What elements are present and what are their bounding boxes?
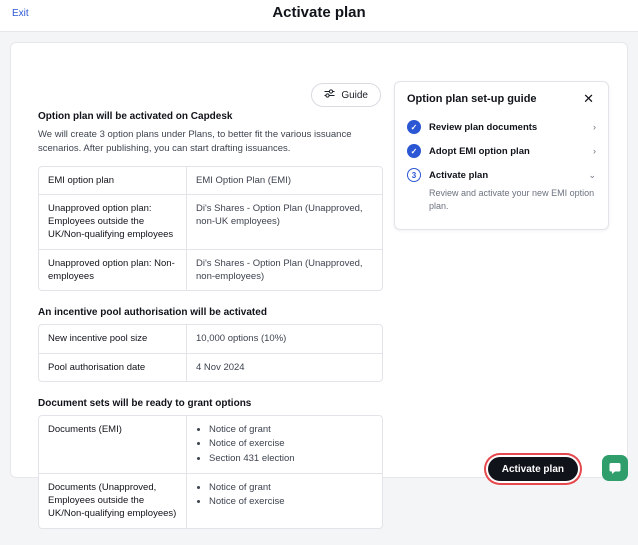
main-panel — [10, 42, 628, 520]
row-label: Unapproved option plan: Non-employees — [39, 250, 187, 291]
table-row — [39, 250, 382, 291]
table-row — [39, 195, 382, 250]
table-row — [39, 167, 382, 195]
document-sets-table — [38, 415, 383, 529]
guide-panel-header — [407, 92, 596, 105]
close-icon[interactable]: ✕ — [583, 91, 594, 106]
check-icon: ✓ — [407, 120, 421, 134]
step-number-badge: 3 — [407, 168, 421, 182]
sliders-icon — [324, 89, 335, 101]
activate-plan-button[interactable]: Activate plan — [488, 457, 578, 481]
guide-button[interactable] — [311, 83, 381, 107]
chat-bubble-icon[interactable] — [602, 455, 628, 481]
guide-step-adopt-emi-option-plan[interactable] — [407, 139, 596, 163]
row-label: New incentive pool size — [39, 325, 187, 352]
section1-title: Option plan will be activated on Capdesk — [38, 111, 233, 122]
exit-link[interactable]: Exit — [12, 8, 29, 19]
content-area — [0, 32, 638, 520]
row-label: Pool authorisation date — [39, 354, 187, 381]
row-label: Documents (Unapproved, Employees outside the UK/Non-qualifying employees) — [39, 474, 187, 528]
top-bar — [0, 0, 638, 32]
row-value: EMI Option Plan (EMI) — [196, 174, 292, 186]
row-value — [187, 416, 382, 473]
row-value: 10,000 options (10%) — [196, 333, 287, 345]
guide-panel-title: Option plan set-up guide — [407, 92, 537, 105]
page-title: Activate plan — [272, 4, 366, 21]
row-label: Documents (EMI) — [39, 416, 187, 473]
section2-title: An incentive pool authorisation will be activated — [38, 307, 267, 319]
section3-title: Document sets will be ready to grant options — [38, 397, 252, 409]
table-row — [39, 354, 382, 381]
guide-step-activate-plan[interactable] — [407, 163, 596, 187]
row-value: Di's Shares - Option Plan (Unapproved, non-employees) — [196, 257, 363, 283]
setup-guide-panel — [394, 81, 609, 230]
list-item: • Notice of grant — [209, 481, 373, 494]
table-row — [39, 474, 382, 528]
table-row — [39, 416, 382, 474]
guide-step-label: Review plan documents — [429, 121, 538, 133]
guide-step-review-plan-documents[interactable] — [407, 115, 596, 139]
chevron-down-icon: ⌄ — [588, 169, 596, 180]
row-value — [187, 474, 382, 528]
list-item: • Notice of exercise — [209, 437, 373, 450]
row-value: Di's Shares - Option Plan (Unapproved, non-UK employees) — [196, 202, 363, 228]
chevron-right-icon: › — [593, 146, 596, 156]
section1-description: We will create 3 option plans under Plans, to better fit the various issuance scenarios. After publishing, you can start drafting issuances. — [38, 129, 352, 154]
list-item: • Section 431 election — [209, 452, 373, 465]
guide-step-label: Adopt EMI option plan — [429, 145, 530, 157]
row-value: 4 Nov 2024 — [196, 361, 245, 373]
list-item: • Notice of grant — [209, 423, 373, 436]
guide-step-description: Review and activate your new EMI option plan. — [429, 188, 595, 212]
incentive-pool-table — [38, 324, 383, 382]
check-icon: ✓ — [407, 144, 421, 158]
table-row — [39, 325, 382, 353]
row-label: Unapproved option plan: Employees outside the UK/Non-qualifying employees — [39, 195, 187, 249]
option-plans-table — [38, 166, 383, 292]
guide-step-label: Activate plan — [429, 169, 489, 181]
guide-button-label: Guide — [341, 89, 368, 101]
left-column — [38, 111, 383, 545]
row-label: EMI option plan — [39, 167, 187, 194]
chevron-right-icon: › — [593, 122, 596, 132]
list-item: • Notice of exercise — [209, 495, 373, 508]
